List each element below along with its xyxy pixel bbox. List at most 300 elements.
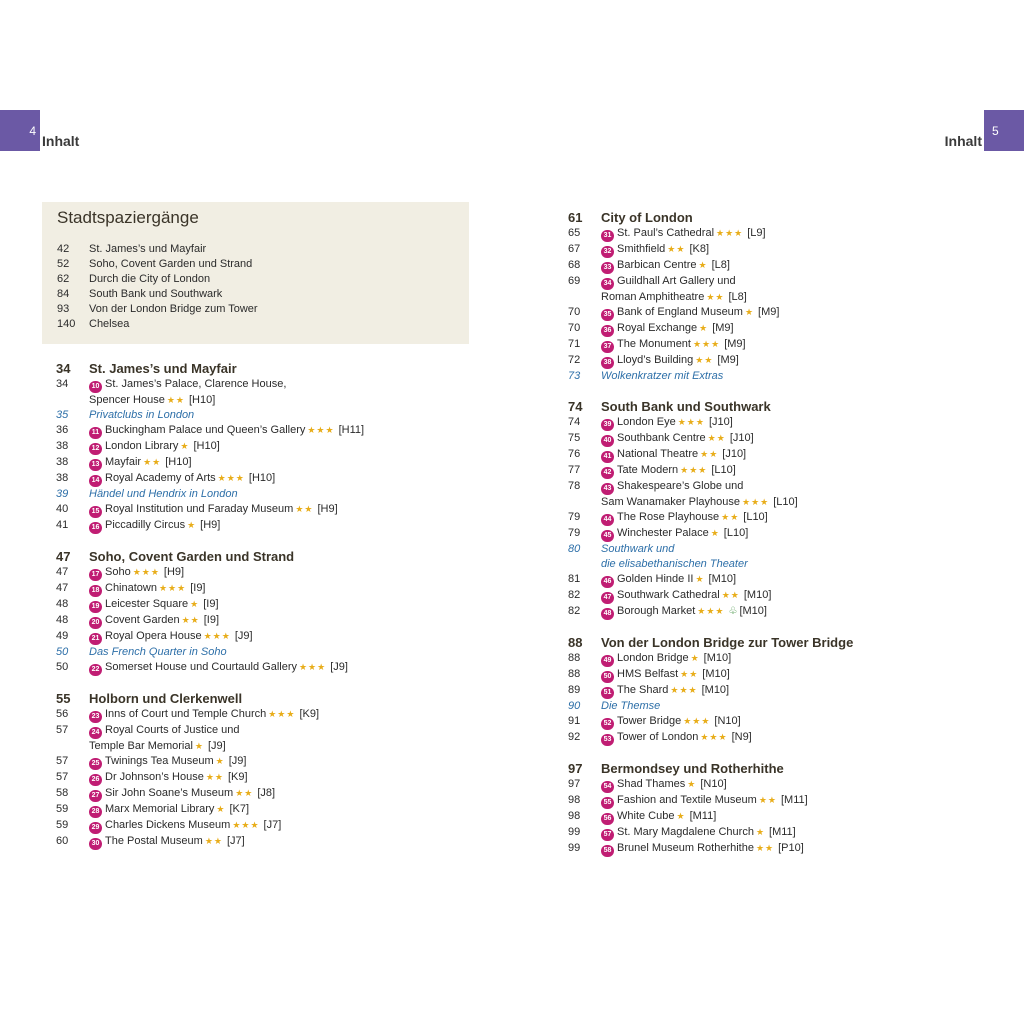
walk-page-number: 52 [57, 258, 70, 270]
map-grid-ref: [M10] [702, 668, 730, 680]
entry-text: HMS Belfast [617, 668, 679, 680]
toc-entry [560, 604, 990, 620]
sight-number-badge: 43 [601, 483, 614, 495]
entry-page-number: 50 [56, 661, 69, 673]
entry-page-number: 79 [568, 511, 581, 523]
sight-number-badge: 58 [601, 845, 614, 857]
map-grid-ref: [J7] [226, 835, 245, 847]
entry-page-number: 74 [568, 416, 581, 428]
map-grid-ref: [M10] [708, 573, 737, 585]
map-grid-ref: [I9] [203, 598, 219, 610]
feature-entry [560, 699, 990, 714]
entry-page-number: 34 [56, 378, 69, 390]
sight-number-badge: 34 [601, 278, 614, 290]
entry-page-number: 67 [568, 243, 581, 255]
entry-content [89, 613, 478, 629]
entry-content [601, 242, 990, 258]
entry-text: St. Mary Magdalene Church [617, 826, 754, 838]
entry-text: Wolkenkratzer mit Extras [601, 370, 724, 382]
toc-entry [560, 777, 990, 793]
entry-page-number: 69 [568, 275, 581, 287]
toc-entry [560, 290, 990, 305]
toc-entry [560, 463, 990, 479]
entry-content [89, 597, 478, 613]
entry-content [89, 439, 478, 455]
map-grid-ref: [H10] [193, 440, 220, 452]
entry-text: Tate Modern [617, 464, 679, 476]
entry-page-number: 38 [56, 456, 69, 468]
entry-text: St. James’s Palace, Clarence House, [105, 378, 287, 390]
entry-page-number: 81 [568, 573, 581, 585]
entry-text: Shad Thames [617, 778, 686, 790]
map-grid-ref: [J9] [208, 740, 226, 752]
entry-content [89, 629, 478, 645]
toc-entry [560, 526, 990, 542]
sight-number-badge: 55 [601, 797, 614, 809]
entry-text: Spencer House [89, 394, 165, 406]
rating-stars-icon: ★★★ [692, 339, 721, 349]
section-title: Holborn und Clerkenwell [89, 691, 243, 706]
rating-stars-icon: ★★ [181, 615, 200, 625]
map-grid-ref: [K7] [229, 803, 250, 815]
entry-content [601, 353, 990, 369]
sight-number-badge: 51 [601, 687, 614, 699]
toc-section [560, 209, 990, 384]
entry-text: Inns of Court und Temple Church [105, 708, 267, 720]
city-walks-list [57, 242, 469, 332]
entry-page-number: 70 [568, 306, 581, 318]
entry-page-number: 98 [568, 810, 581, 822]
entry-content [601, 510, 990, 526]
entry-content [601, 290, 990, 305]
rating-stars-icon: ★ [216, 804, 226, 814]
toc-section [560, 398, 990, 620]
map-grid-ref: [N9] [731, 731, 752, 743]
rating-stars-icon: ★★★ [298, 662, 327, 672]
entry-content [89, 393, 478, 408]
map-grid-ref: [J10] [729, 432, 754, 444]
rating-stars-icon: ★ [755, 827, 766, 837]
section-title: Soho, Covent Garden und Strand [89, 549, 295, 564]
city-walks-box [42, 202, 469, 344]
entry-content [89, 770, 478, 786]
entry-page-number: 70 [568, 322, 581, 334]
entry-content [601, 495, 990, 510]
entry-page-number [560, 557, 601, 572]
entry-text: London Bridge [617, 652, 689, 664]
toc-entry [48, 597, 478, 613]
walk-row [57, 287, 469, 302]
rating-stars-icon: ★★★ [232, 820, 260, 830]
map-grid-ref: [M11] [769, 826, 796, 838]
section-page-number: 55 [56, 691, 71, 706]
entry-text: White Cube [617, 810, 675, 822]
feature-entry [48, 645, 478, 660]
entry-text: Tower of London [617, 731, 699, 743]
walk-label: South Bank und Southwark [89, 288, 223, 300]
sight-number-badge: 30 [89, 838, 102, 850]
entry-content [89, 802, 478, 818]
entry-page-number: 88 [568, 668, 581, 680]
sight-number-badge: 33 [601, 262, 614, 274]
left-page-tab [0, 110, 40, 151]
entry-text: Soho [105, 566, 131, 578]
rating-stars-icon: ★★★ [158, 583, 187, 593]
map-grid-ref: [M10] [701, 684, 730, 696]
entry-content [89, 502, 478, 518]
sight-number-badge: 28 [89, 806, 102, 818]
rating-stars-icon: ★★ [667, 244, 686, 254]
sight-number-badge: 49 [601, 655, 614, 667]
entry-text: The Shard [617, 684, 669, 696]
entry-content [89, 707, 478, 723]
rating-stars-icon: ★ [180, 441, 190, 451]
entry-content [89, 645, 478, 660]
toc-entry [48, 518, 478, 534]
map-grid-ref: [L10] [743, 511, 768, 523]
entry-content [89, 786, 478, 802]
sight-number-badge: 57 [601, 829, 614, 841]
toc-entry [48, 439, 478, 455]
toc-entry [560, 667, 990, 683]
map-grid-ref: [M9] [758, 306, 780, 318]
section-heading [48, 690, 478, 707]
entry-content [89, 487, 478, 502]
entry-text: Brunel Museum Rotherhithe [617, 842, 754, 854]
map-grid-ref: [N10] [700, 778, 727, 790]
sight-number-badge: 35 [601, 309, 614, 321]
entry-content [89, 518, 478, 534]
sight-number-badge: 21 [89, 633, 102, 645]
entry-text: Chinatown [105, 582, 157, 594]
entry-content [601, 337, 990, 353]
entry-content [601, 226, 990, 242]
sight-number-badge: 25 [89, 758, 102, 770]
entry-page-number: 57 [56, 724, 69, 736]
entry-page-number: 79 [568, 527, 581, 539]
map-grid-ref: [L8] [711, 259, 730, 271]
entry-page-number: 91 [568, 715, 581, 727]
entry-content [601, 542, 990, 557]
entry-text: London Library [105, 440, 179, 452]
rating-stars-icon: ★★ [758, 795, 777, 805]
sight-number-badge: 47 [601, 592, 614, 604]
section-page-number: 97 [568, 761, 583, 776]
entry-page-number: 82 [568, 589, 581, 601]
toc-entry [48, 613, 478, 629]
sight-number-badge: 56 [601, 813, 614, 825]
section-page-number: 47 [56, 549, 71, 564]
map-grid-ref: [K8] [689, 243, 710, 255]
sight-number-badge: 50 [601, 671, 614, 683]
entry-text: Das French Quarter in Soho [89, 646, 227, 658]
entry-text: Sam Wanamaker Playhouse [601, 496, 740, 508]
toc-entry [560, 793, 990, 809]
rating-stars-icon: ★★★ [670, 685, 698, 695]
entry-content [601, 479, 990, 495]
toc-entry [560, 809, 990, 825]
left-page-number: 4 [29, 123, 36, 138]
entry-text: Guildhall Art Gallery und [617, 275, 736, 287]
entry-content [601, 809, 990, 825]
rating-stars-icon: ★★ [143, 457, 162, 467]
entry-text: The Rose Playhouse [617, 511, 720, 523]
entry-content [601, 651, 990, 667]
map-grid-ref: [M10] [703, 652, 732, 664]
sight-number-badge: 41 [601, 451, 614, 463]
toc-entry [560, 495, 990, 510]
feature-entry [48, 487, 478, 502]
entry-page-number: 38 [56, 440, 69, 452]
toc-entry [560, 510, 990, 526]
rating-stars-icon: ★★ [295, 504, 314, 514]
map-grid-ref: [J8] [257, 787, 276, 799]
rating-stars-icon: ★ [698, 260, 708, 270]
map-grid-ref: [M11] [689, 810, 717, 822]
left-page-title: Inhalt [42, 133, 80, 149]
map-grid-ref: [I9] [203, 614, 220, 626]
rating-stars-icon: ★ [744, 307, 755, 317]
entry-text: die elisabethanischen Theater [601, 558, 748, 570]
toc-entry [560, 415, 990, 431]
entry-text: Bank of England Museum [617, 306, 743, 318]
entry-page-number: 88 [568, 652, 581, 664]
entry-content [601, 305, 990, 321]
toc-entry [560, 651, 990, 667]
section-heading [48, 360, 478, 377]
rating-stars-icon: ★ [676, 811, 686, 821]
entry-page-number: 77 [568, 464, 581, 476]
sight-number-badge: 32 [601, 246, 614, 258]
entry-page-number: 56 [56, 708, 69, 720]
entry-page-number: 92 [568, 731, 581, 743]
entry-page-number: 41 [56, 519, 69, 531]
entry-content [601, 274, 990, 290]
walk-page-number: 93 [57, 303, 70, 315]
entry-text: Royal Institution und Faraday Museum [105, 503, 294, 515]
map-grid-ref: [M9] [724, 338, 746, 350]
map-grid-ref: [L9] [747, 227, 766, 239]
entry-content [601, 777, 990, 793]
map-grid-ref: [L10] [773, 496, 798, 508]
entry-content [601, 604, 990, 620]
toc-entry [48, 786, 478, 802]
entry-page-number: 65 [568, 227, 581, 239]
entry-text: Somerset House und Courtauld Gallery [105, 661, 297, 673]
rating-stars-icon: ★★★ [307, 425, 335, 435]
section-title: City of London [601, 210, 693, 225]
toc-entry [560, 572, 990, 588]
sight-number-badge: 16 [89, 522, 102, 534]
walk-row [57, 272, 469, 287]
map-grid-ref: [H9] [163, 566, 185, 578]
toc-entry [560, 841, 990, 857]
entry-content [601, 431, 990, 447]
walk-label: Durch die City of London [89, 273, 211, 285]
toc-entry [48, 581, 478, 597]
section-heading [560, 634, 990, 651]
map-grid-ref: [I9] [190, 582, 206, 594]
entry-content [601, 730, 990, 746]
entry-text: Royal Opera House [105, 630, 202, 642]
toc-entry [560, 714, 990, 730]
entry-content [601, 699, 990, 714]
map-grid-ref: [J9] [330, 661, 348, 673]
walk-page-number: 140 [57, 318, 76, 330]
entry-text: Buckingham Palace und Queen’s Gallery [105, 424, 306, 436]
section-heading [560, 209, 990, 226]
rating-stars-icon: ★★ [706, 292, 725, 302]
entry-content [89, 834, 478, 850]
entry-content [601, 572, 990, 588]
entry-text: Charles Dickens Museum [105, 819, 231, 831]
sight-number-badge: 36 [601, 325, 614, 337]
rating-stars-icon: ★ [710, 528, 720, 538]
entry-page-number: 73 [568, 370, 581, 382]
toc-entry [560, 242, 990, 258]
rating-stars-icon: ★ [687, 779, 697, 789]
rating-stars-icon: ★★★ [697, 606, 725, 616]
entry-page-number: 39 [56, 488, 69, 500]
sight-number-badge: 46 [601, 576, 614, 588]
toc-entry [48, 770, 478, 786]
sight-number-badge: 24 [89, 727, 102, 739]
entry-content [601, 321, 990, 337]
entry-page-number: 59 [56, 803, 69, 815]
walk-label: St. James’s und Mayfair [89, 243, 207, 255]
entry-content [89, 565, 478, 581]
section-page-number: 61 [568, 210, 583, 225]
entry-text: Lloyd’s Building [617, 354, 694, 366]
map-grid-ref: [H10] [248, 472, 276, 484]
entry-page-number: 59 [56, 819, 69, 831]
map-grid-ref: [P10] [778, 842, 804, 854]
entry-page-number: 99 [568, 826, 581, 838]
entry-page-number: 35 [56, 409, 69, 421]
entry-text: Southbank Centre [617, 432, 706, 444]
toc-entry [48, 377, 478, 393]
entry-page-number: 90 [568, 700, 581, 712]
toc-entry [48, 471, 478, 487]
section-heading [560, 398, 990, 415]
toc-entry [560, 683, 990, 699]
toc-entry [48, 834, 478, 850]
entry-page-number: 36 [56, 424, 69, 436]
entry-text: Smithfield [617, 243, 666, 255]
entry-page-number: 60 [56, 835, 69, 847]
entry-content [89, 660, 478, 676]
walk-row [57, 317, 469, 332]
toc-entry [560, 825, 990, 841]
toc-entry [560, 337, 990, 353]
toc-entry [560, 588, 990, 604]
toc-section [560, 634, 990, 746]
entry-content [89, 377, 478, 393]
map-grid-ref: [J10] [708, 416, 733, 428]
city-walks-title: Stadtspaziergänge [57, 208, 199, 227]
section-page-number: 88 [568, 635, 583, 650]
rating-stars-icon: ★★★ [677, 417, 705, 427]
entry-content [89, 455, 478, 471]
entry-content [601, 415, 990, 431]
sight-number-badge: 14 [89, 475, 102, 487]
entry-text: Roman Amphitheatre [601, 291, 705, 303]
map-grid-ref: [M9] [717, 354, 739, 366]
sight-number-badge: 22 [89, 664, 102, 676]
rating-stars-icon: ★★ [166, 395, 185, 405]
walk-page-number: 42 [57, 243, 70, 255]
entry-page-number: 57 [56, 771, 69, 783]
entry-page-number [48, 739, 89, 754]
toc-entry [48, 565, 478, 581]
entry-text: St. Paul’s Cathedral [617, 227, 715, 239]
feature-entry [560, 557, 990, 572]
right-page-number: 5 [992, 123, 999, 138]
entry-content [601, 258, 990, 274]
entry-content [89, 723, 478, 739]
entry-content [89, 581, 478, 597]
entry-text: Die Themse [601, 700, 661, 712]
sight-number-badge: 48 [601, 608, 614, 620]
entry-page-number: 98 [568, 794, 581, 806]
rating-stars-icon: ★ [699, 323, 709, 333]
toc-entry [560, 274, 990, 290]
toc-entry [560, 305, 990, 321]
sight-number-badge: 31 [601, 230, 614, 242]
section-title: St. James’s und Mayfair [89, 361, 237, 376]
map-grid-ref: [J9] [234, 630, 253, 642]
map-grid-ref: [H11] [338, 424, 365, 436]
sight-number-badge: 39 [601, 419, 614, 431]
entry-text: Covent Garden [105, 614, 180, 626]
toc-right-column [560, 209, 990, 871]
section-heading [560, 760, 990, 777]
rating-stars-icon: ★★★ [716, 228, 744, 238]
entry-text: Temple Bar Memorial [89, 740, 193, 752]
section-title: Von der London Bridge zur Tower Bridge [601, 635, 854, 650]
entry-content [89, 423, 478, 439]
entry-text: Händel und Hendrix in London [89, 488, 238, 500]
map-grid-ref: [N10] [714, 715, 741, 727]
toc-entry [560, 353, 990, 369]
entry-content [601, 588, 990, 604]
sight-number-badge: 17 [89, 569, 102, 581]
section-page-number: 34 [56, 361, 71, 376]
map-grid-ref: [L8] [728, 291, 747, 303]
sight-number-badge: 37 [601, 341, 614, 353]
entry-text: Barbican Centre [617, 259, 697, 271]
entry-content [601, 526, 990, 542]
map-grid-ref: [L10] [723, 527, 749, 539]
entry-page-number [560, 495, 601, 510]
entry-content [601, 793, 990, 809]
right-page-tab [984, 110, 1024, 151]
entry-page-number: 71 [568, 338, 581, 350]
entry-content [601, 683, 990, 699]
toc-section [48, 548, 478, 676]
map-grid-ref: [J9] [228, 755, 247, 767]
toc-section [560, 760, 990, 857]
entry-text: Marx Memorial Library [105, 803, 215, 815]
feature-entry [560, 542, 990, 557]
entry-content [89, 471, 478, 487]
map-grid-ref: [H10] [165, 456, 192, 468]
entry-page-number: 49 [56, 630, 69, 642]
entry-page-number: 50 [56, 646, 69, 658]
entry-page-number: 68 [568, 259, 581, 271]
entry-text: Twinings Tea Museum [105, 755, 214, 767]
entry-text: Shakespeare’s Globe und [617, 480, 744, 492]
